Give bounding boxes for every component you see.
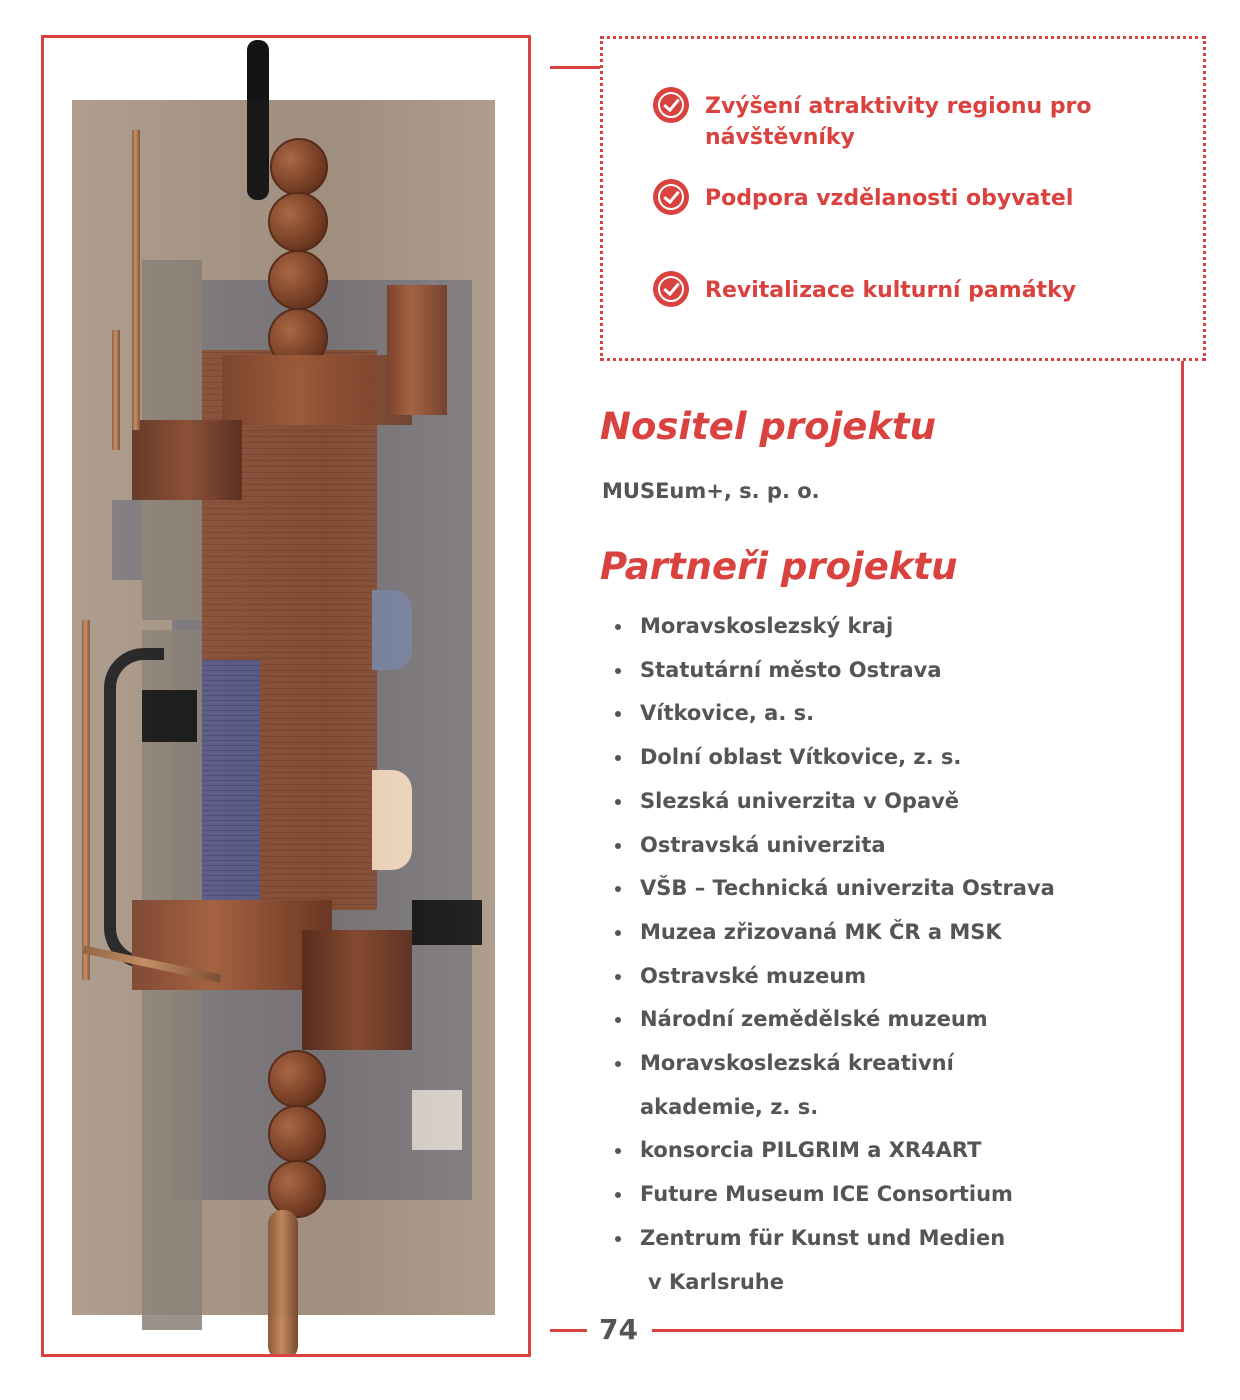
check-circle-icon (653, 179, 689, 215)
connector-line (550, 66, 600, 69)
list-item: konsorcia PILGRIM a XR4ART (612, 1129, 1172, 1173)
list-item: Muzea zřizovaná MK ČR a MSK (612, 911, 1172, 955)
goal-text: Podpora vzdělanosti obyvatel (705, 186, 1074, 211)
furnace-render-frame (41, 35, 531, 1357)
goal-text: Zvýšení atraktivity regionu pro návštěvníky (705, 94, 1092, 150)
list-item: Ostravské muzeum (612, 955, 1172, 999)
frame-line-bottom (652, 1329, 1184, 1332)
list-item: Vítkovice, a. s. (612, 692, 1172, 736)
list-item: Statutární město Ostrava (612, 649, 1172, 693)
list-item: Dolní oblast Vítkovice, z. s. (612, 736, 1172, 780)
furnace-render-image (72, 100, 495, 1315)
goal-text: Revitalizace kulturní památky (705, 278, 1077, 303)
check-circle-icon (653, 271, 689, 307)
goal-item (653, 275, 1105, 307)
holder-name: MUSEum+, s. p. o. (602, 479, 820, 503)
goal-item (653, 91, 1105, 153)
partners-heading: Partneři projektu (600, 545, 958, 588)
list-item: Ostravská univerzita (612, 824, 1172, 868)
list-item: VŠB – Technická univerzita Ostrava (612, 867, 1172, 911)
page-number: 74 (599, 1313, 638, 1346)
goal-item (653, 183, 1105, 215)
list-item: Moravskoslezská kreativní akademie, z. s. (612, 1042, 1172, 1129)
list-item: Slezská univerzita v Opavě (612, 780, 1172, 824)
list-item: Future Museum ICE Consortium (612, 1173, 1172, 1217)
goals-box (600, 36, 1206, 361)
holder-heading: Nositel projektu (600, 405, 936, 448)
list-item: Národní zemědělské muzeum (612, 998, 1172, 1042)
check-circle-icon (653, 87, 689, 123)
frame-line-right (1181, 361, 1184, 1331)
list-item: Moravskoslezský kraj (612, 605, 1172, 649)
partners-list (612, 605, 1172, 1304)
page-line-left (550, 1329, 587, 1332)
list-item: Zentrum für Kunst und Medien v Karlsruhe (612, 1217, 1172, 1304)
